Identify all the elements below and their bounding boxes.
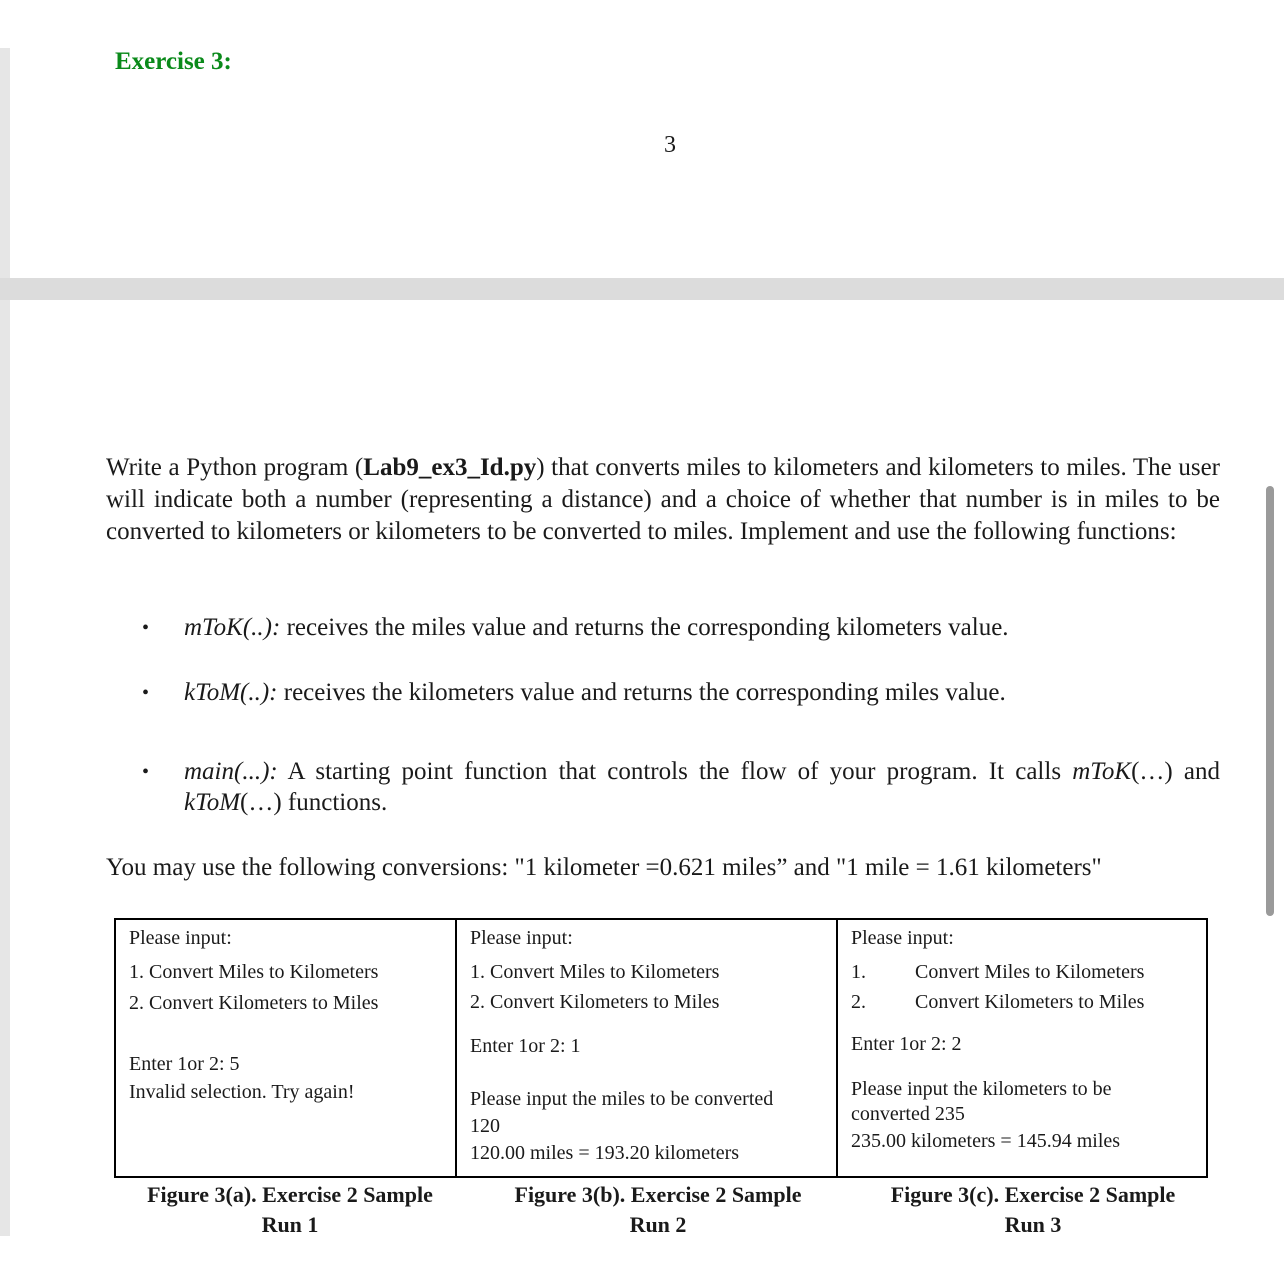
option-2: 2. Convert Kilometers to Miles <box>470 991 720 1013</box>
sample-run-2 <box>457 920 838 1176</box>
sample-run-3 <box>838 920 1206 1176</box>
ask-line: Please input the miles to be converted <box>470 1088 774 1110</box>
page-edge <box>0 48 10 280</box>
option-1: 1. Convert Miles to Kilometers <box>851 961 1145 983</box>
option-2: 2. Convert Kilometers to Miles <box>129 992 379 1014</box>
figure-caption-a: Figure 3(a). Exercise 2 Sample Run 1 <box>147 1182 433 1237</box>
function-name: mToK(..): <box>184 614 281 641</box>
ask-line-2: converted 235 <box>851 1103 965 1125</box>
result-line: 235.00 kilometers = 145.94 miles <box>851 1130 1121 1152</box>
prompt-line: Please input: <box>129 927 232 949</box>
value-line: 120 <box>470 1115 500 1137</box>
bullet-icon: • <box>142 761 150 783</box>
vertical-scrollbar[interactable] <box>1266 486 1274 916</box>
page-number: 3 <box>664 132 676 158</box>
list-item: • main(...): A starting point function that controls the flow of your program. It calls mToK(…) and kToM(…) functions. <box>106 756 1220 818</box>
list-item: • kToM(..): receives the kilometers value and returns the corresponding miles value. <box>106 677 1220 709</box>
function-name: kToM(..): <box>184 679 278 706</box>
page-1 <box>10 0 1284 278</box>
page-edge <box>0 300 10 1236</box>
bullet-icon: • <box>142 682 150 704</box>
conversions-line: You may use the following conversions: "1 kilometer =0.621 miles” and "1 mile = 1.61 kilometers" <box>106 854 1102 881</box>
prompt-line: Please input: <box>851 927 954 949</box>
option-1: 1. Convert Miles to Kilometers <box>129 961 379 983</box>
option-2: 2. Convert Kilometers to Miles <box>851 991 1145 1013</box>
result-line: 120.00 miles = 193.20 kilometers <box>470 1142 740 1164</box>
prompt-line: Please input: <box>470 927 573 949</box>
enter-line: Enter 1or 2: 2 <box>851 1033 962 1055</box>
exercise-heading: Exercise 3: <box>115 48 232 75</box>
page-separator <box>0 278 1284 300</box>
result-line: Invalid selection. Try again! <box>129 1081 355 1103</box>
sample-runs-table <box>114 918 1208 1178</box>
enter-line: Enter 1or 2: 5 <box>129 1053 240 1075</box>
list-item: • mToK(..): receives the miles value and returns the corresponding kilometers value. <box>106 612 1220 644</box>
sample-run-1 <box>116 920 457 1176</box>
program-filename: Lab9_ex3_Id.py <box>363 454 537 481</box>
figure-caption-c: Figure 3(c). Exercise 2 Sample Run 3 <box>890 1182 1176 1237</box>
intro-paragraph: Write a Python program (Lab9_ex3_Id.py) that converts miles to kilometers and kilometers to miles. The user will indicate both a number (representing a distance) and a choice of whether that number is in miles to be converted to kilometers or kilometers to be converted to miles. Implement and use the following functions: <box>106 454 1220 545</box>
option-1: 1. Convert Miles to Kilometers <box>470 961 720 983</box>
enter-line: Enter 1or 2: 1 <box>470 1035 581 1057</box>
function-name: main(...): <box>184 758 278 785</box>
ask-line: Please input the kilometers to be <box>851 1078 1112 1100</box>
bullet-icon: • <box>142 617 150 639</box>
figure-caption-b: Figure 3(b). Exercise 2 Sample Run 2 <box>514 1182 802 1237</box>
